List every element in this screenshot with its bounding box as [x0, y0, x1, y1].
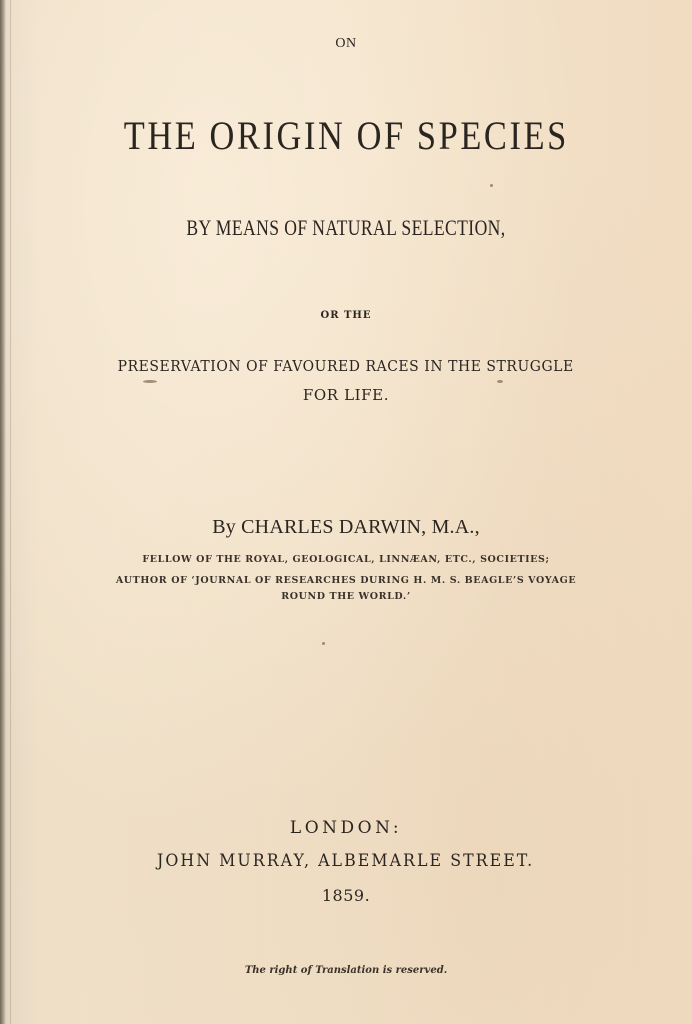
paper-blemish: [143, 380, 157, 383]
publication-year: 1859.: [321, 886, 371, 905]
paper-blemish: [497, 380, 503, 383]
book-spine-edge: [0, 0, 6, 1024]
paper-blemish: [322, 642, 325, 645]
page-gutter-line: [10, 0, 11, 1024]
author-by: By: [212, 516, 236, 538]
alternate-title-line-2: FOR LIFE.: [302, 386, 390, 404]
author-works-line-2: ROUND THE WORLD.’: [281, 591, 411, 602]
book-title: THE ORIGIN OF SPECIES: [123, 113, 569, 158]
publisher: JOHN MURRAY, ALBEMARLE STREET.: [157, 851, 535, 871]
alternate-title-line-1: PRESERVATION OF FAVOURED RACES IN THE STRUGGLE: [117, 357, 574, 375]
author-name: CHARLES DARWIN, M.A.,: [241, 516, 480, 538]
title-prefix: ON: [335, 36, 357, 51]
book-subtitle: BY MEANS OF NATURAL SELECTION,: [186, 215, 506, 240]
paper-blemish: [490, 184, 493, 187]
publication-city: LONDON:: [289, 818, 403, 838]
alternate-title-connector: OR THE: [320, 310, 372, 321]
rights-notice: The right of Translation is reserved.: [244, 965, 448, 976]
author-works-line-1: AUTHOR OF ‘JOURNAL OF RESEARCHES DURING H. M. S. BEAGLE’S VOYAGE: [115, 575, 577, 586]
author-line: [0, 516, 692, 539]
author-credentials: FELLOW OF THE ROYAL, GEOLOGICAL, LINNÆAN, ETC., SOCIETIES;: [142, 554, 550, 565]
